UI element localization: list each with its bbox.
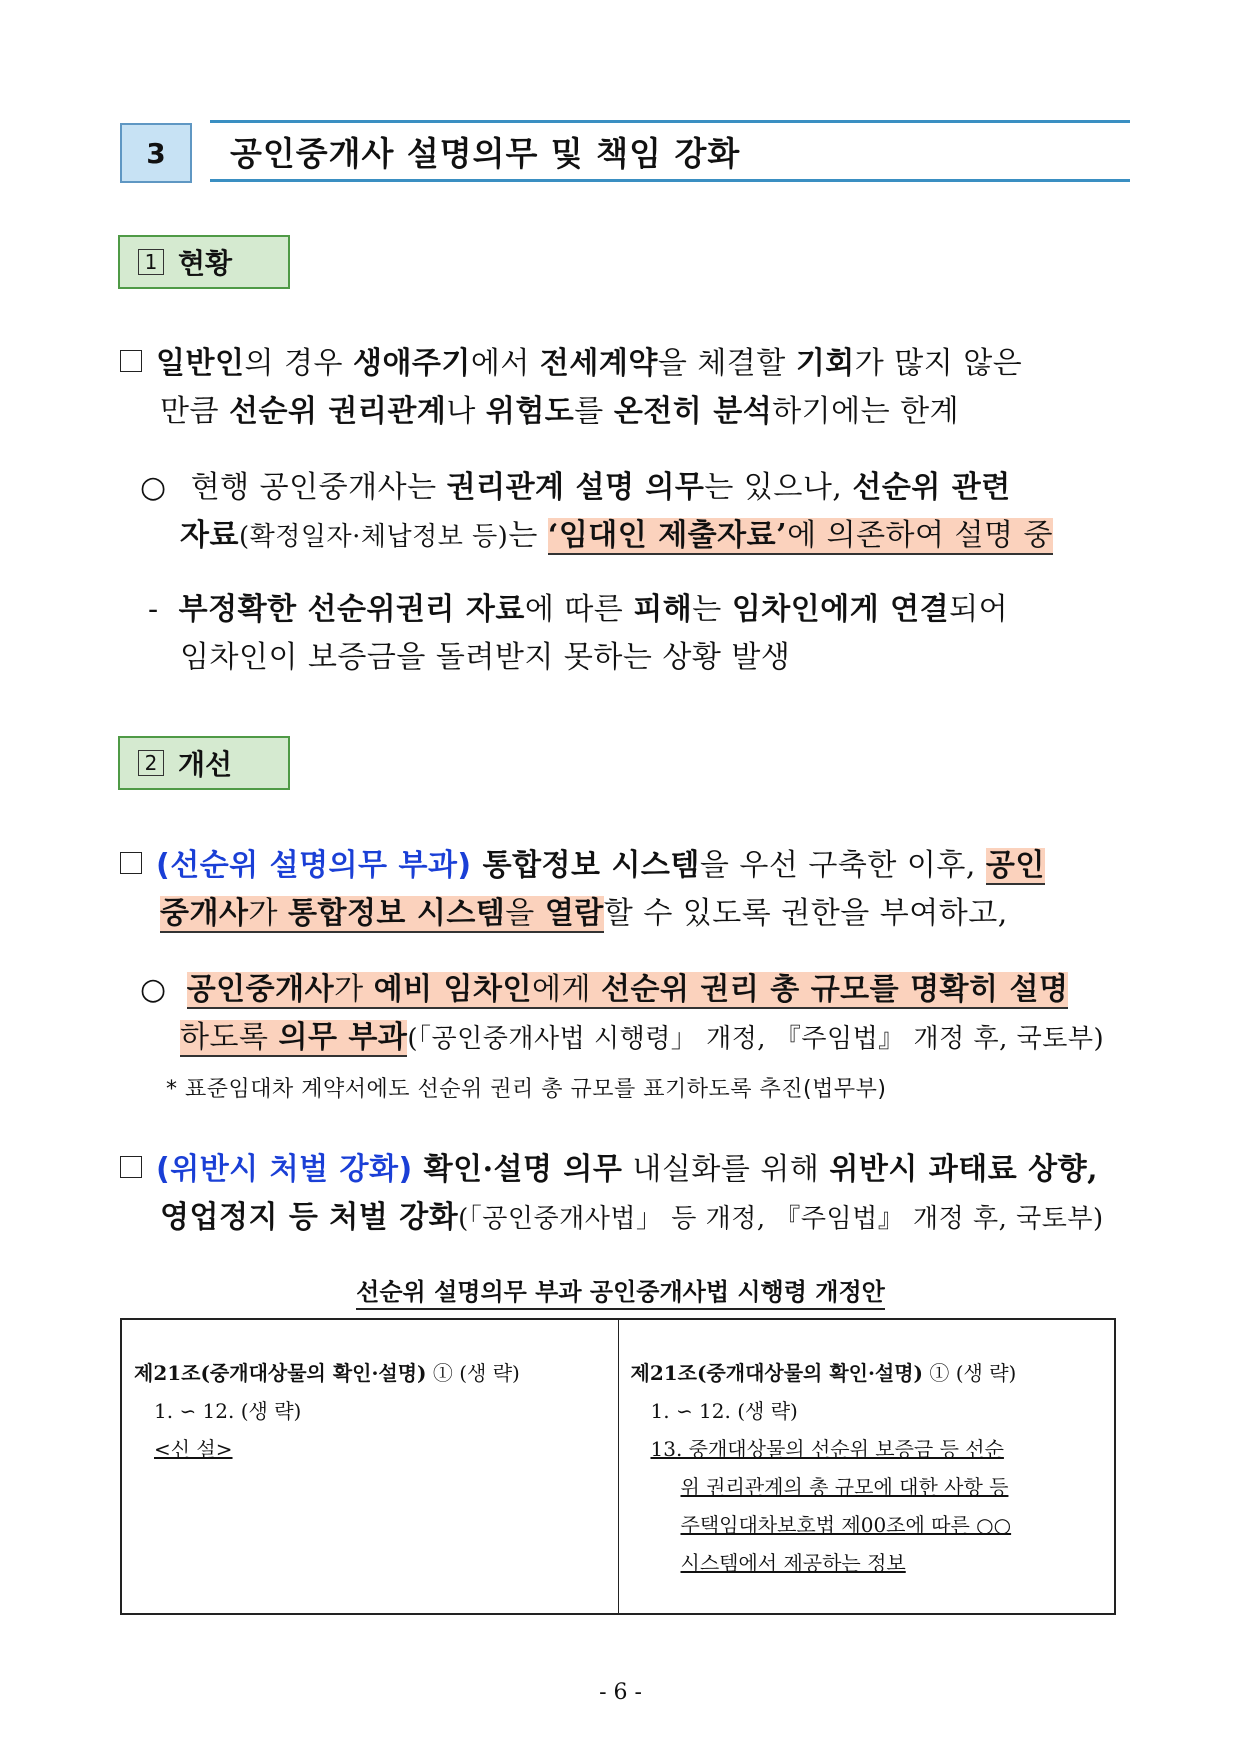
text-parenthetical: (「공인중개사법 시행령」 개정, 『주임법』 개정 후, 국토부): [407, 1024, 1105, 1054]
text: 에 따른: [524, 592, 634, 627]
text: 되어: [949, 592, 1009, 627]
section-number: 3: [120, 123, 192, 183]
text-bold: 영업정지 등 처벌 강화: [160, 1200, 459, 1235]
text-highlight: 을: [505, 896, 545, 931]
article-heading: [631, 1354, 1105, 1392]
text-parenthetical: (확정일자·체납정보 등): [238, 522, 509, 552]
text-bold: 선순위 관련: [852, 470, 1011, 505]
text: 는 있으나,: [704, 470, 853, 505]
paragraph-2-line-2: [180, 510, 1053, 554]
text-highlight: 가: [334, 972, 374, 1007]
text-bold: 생애주기: [352, 346, 471, 381]
text-bold: 통합정보 시스템: [471, 848, 700, 883]
text-blue-heading: (선순위 설명의무 부과): [156, 848, 472, 883]
text-bold: 임차인에게 연결: [731, 592, 950, 627]
text-bold: 선순위 권리관계: [229, 394, 447, 429]
paragraph-4-line-2: [160, 888, 1008, 932]
article-heading: [134, 1354, 608, 1392]
text: 나: [446, 394, 486, 429]
text-bold: 위반시 과태료 상향,: [829, 1152, 1099, 1187]
page-number: - 6 -: [599, 1680, 642, 1705]
text: 내실화를 위해: [622, 1152, 830, 1187]
paragraph-3-line-1: [148, 584, 1008, 628]
checkbox-bullet-icon: [120, 852, 142, 874]
text-highlight: 에게: [531, 972, 601, 1007]
new-item-13-line: 13. 중개대상물의 선순위 보증금 등 선순: [650, 1437, 1004, 1461]
paragraph-4-line-1: [120, 840, 1045, 884]
text-bold: 부정확한 선순위권리 자료: [178, 592, 525, 627]
new-item-13-line: 시스템에서 제공하는 정보: [680, 1551, 906, 1575]
article-title: 제21조(중개대상물의 확인·설명): [134, 1361, 427, 1385]
table-caption: [0, 1272, 1241, 1307]
table-caption-text: 선순위 설명의무 부과 공인중개사법 시행령 개정안: [356, 1278, 885, 1310]
paragraph-1-line-1: [120, 338, 1022, 382]
subheading-current-status: [118, 235, 290, 289]
text-bold: 기회: [795, 346, 855, 381]
text: 는: [692, 592, 732, 627]
text: 을 우선 구축한 이후,: [699, 848, 986, 883]
text: 할 수 있도록 권한을 부여하고,: [603, 896, 1008, 931]
text-bold: 일반인: [156, 346, 245, 381]
circle-bullet-icon: ○: [140, 972, 167, 1007]
amended-law-column: [618, 1320, 1115, 1613]
text-bold: 피해: [633, 592, 693, 627]
text-bold: 온전히 분석: [613, 394, 773, 429]
text: 가 많지 않은: [854, 346, 1023, 381]
text: 를: [574, 394, 614, 429]
paragraph-6-line-2: [160, 1192, 1104, 1236]
text-parenthetical: (「공인중개사법」 등 개정, 『주임법』 개정 후, 국토부): [458, 1204, 1104, 1234]
article-title: 제21조(중개대상물의 확인·설명): [630, 1361, 924, 1385]
subheading-improvement: [118, 736, 290, 790]
paragraph-5-line-2: [180, 1012, 1104, 1056]
text-highlight-bold: 공인중개사: [186, 972, 335, 1007]
new-item-13-line: 위 권리관계의 총 규모에 대한 사항 등: [680, 1475, 1009, 1499]
amendment-table: [120, 1318, 1116, 1615]
subheading-title: 현황: [178, 247, 233, 280]
text-highlight-bold: 선순위 권리 총 규모를 명확히 설명: [600, 972, 1069, 1007]
paragraph-5-line-1: [140, 964, 1068, 1008]
article-clause: ① (생 략): [923, 1361, 1017, 1385]
text: 을 체결할: [657, 346, 796, 381]
text: 는: [508, 518, 548, 553]
article-items: 1. ∽ 12. (생 략): [650, 1399, 798, 1423]
text-bold: 자료: [180, 518, 239, 553]
current-law-column: [122, 1320, 618, 1613]
text-highlight-bold: 예비 임차인: [373, 972, 532, 1007]
dash-bullet: -: [148, 592, 159, 627]
text: 의 경우: [244, 346, 353, 381]
circle-bullet-icon: ○: [140, 470, 167, 505]
article-items: 1. ∽ 12. (생 략): [154, 1399, 302, 1423]
text-highlight-bold: ‘임대인 제출자료’: [547, 518, 788, 553]
subheading-number: 2: [138, 750, 164, 776]
subheading-number: 1: [138, 249, 164, 275]
text-highlight: 에 의존하여 설명 중: [787, 518, 1054, 553]
text: 에서: [470, 346, 540, 381]
paragraph-6-line-1: [120, 1144, 1098, 1188]
text-highlight-bold: 중개사: [160, 896, 249, 931]
text: 하기에는 한계: [772, 394, 960, 429]
text-highlight: 하도록: [180, 1020, 279, 1055]
text: 만큼: [160, 394, 229, 429]
text-highlight: 가: [248, 896, 288, 931]
checkbox-bullet-icon: [120, 350, 142, 372]
paragraph-3-line-2: 임차인이 보증금을 돌려받지 못하는 상황 발생: [180, 640, 791, 675]
text-highlight-bold: 통합정보 시스템: [287, 896, 506, 931]
text-bold: 확인·설명 의무: [412, 1152, 623, 1187]
text-highlight-bold: 의무 부과: [278, 1020, 408, 1055]
text-highlight-bold: 열람: [544, 896, 604, 931]
paragraph-1-line-2: [160, 386, 959, 430]
text-bold: 전세계약: [539, 346, 658, 381]
text-bold: 권리관계 설명 의무: [446, 470, 705, 505]
new-item-13-line: 주택임대차보호법 제00조에 따른 ○○: [680, 1513, 1012, 1537]
article-clause: ① (생 략): [426, 1361, 520, 1385]
text-blue-heading: (위반시 처벌 강화): [156, 1152, 413, 1187]
paragraph-2-line-1: [140, 462, 1011, 506]
checkbox-bullet-icon: [120, 1156, 142, 1178]
text: 현행 공인중개사는: [190, 470, 447, 505]
subheading-title: 개선: [178, 748, 233, 781]
text-highlight-bold: 공인: [985, 848, 1045, 883]
footnote: * 표준임대차 계약서에도 선순위 권리 총 규모를 표기하도록 추진(법무부): [166, 1077, 887, 1102]
new-provision-marker: <신 설>: [154, 1437, 233, 1461]
text-bold: 위험도: [485, 394, 575, 429]
section-title: 공인중개사 설명의무 및 책임 강화: [210, 120, 1130, 182]
